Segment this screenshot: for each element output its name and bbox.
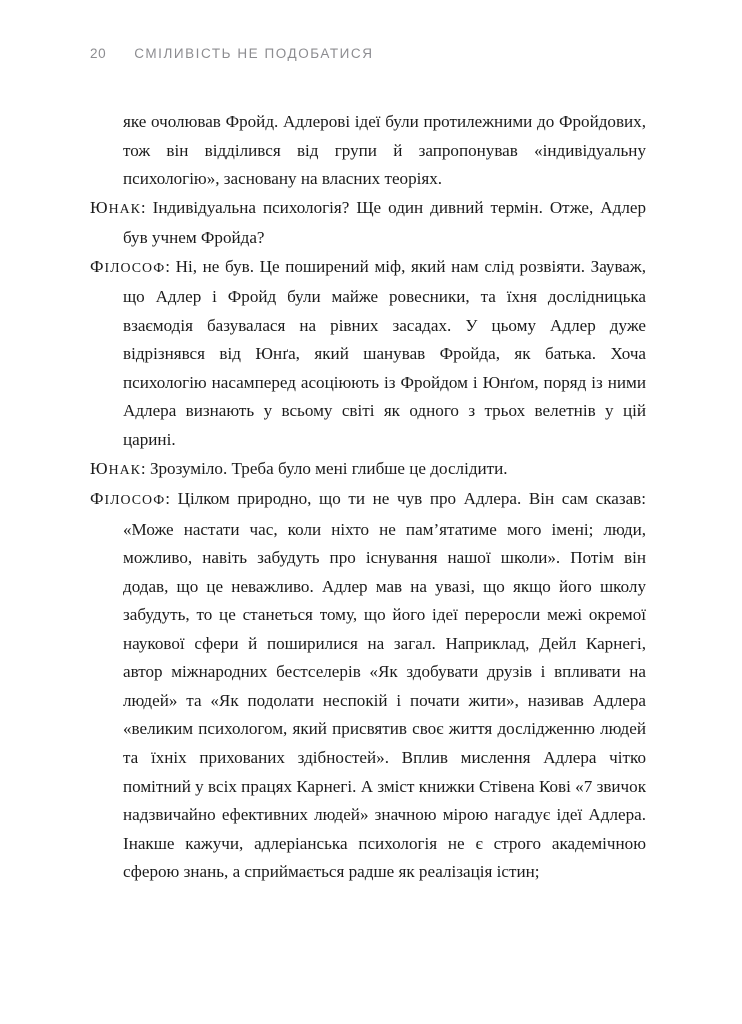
dialogue-text: Індивідуальна психологія? Ще один дивний термін. Отже, Адлер був учнем Фройда? bbox=[123, 197, 646, 248]
paragraph-continuation: яке очолював Фройд. Адлерові ідеї були протилежними до Фройдових, тож він відділився від групи й запропонував «індивідуальну психологію», засновану на власних теоріях. bbox=[123, 112, 646, 189]
speaker-initial: Ф bbox=[90, 489, 105, 509]
dialogue-text: Цілком природно, що ти не чув про Адлера. Він сам сказав: «Може настати час, коли ніхто не пам’ятатиме мого імені; люди, можливо, навіть забудуть про існування нашої школи». Потім він додав, що це неважливо. Адлер мав на увазі, що якщо його школу забудуть, то це станеться тому, що його ідеї переросли межі окремої наукової сфери й поширилися на загал. Наприклад, Дейл Карнегі, автор міжнародних бестселерів «Як здобувати друзів і впливати на людей» та «Як подолати неспокій і почати жити», називав Адлера «великим психологом, який присвятив своє життя дослідженню людей та їхніх прихованих здібностей». Вплив мислення Адлера чітко помітний у всіх працях Карнегі. А зміст книжки Стівена Кові «7 звичок надзвичайно ефективних людей» значною мірою нагадує ідеї Адлера. Інакше кажучи, адлеріанська психологія не є строго академічною сферою знань, а сприймається радше як реалізація істин; bbox=[123, 489, 646, 882]
speaker-colon: : bbox=[140, 458, 146, 478]
speaker-label-youth bbox=[90, 197, 146, 217]
speaker-initial: Ю bbox=[90, 458, 109, 478]
running-header-title: СМІЛИВІСТЬ НЕ ПОДОБАТИСЯ bbox=[134, 46, 374, 61]
speaker-remainder: ІЛОСОФ bbox=[104, 493, 166, 509]
speaker-label-youth bbox=[90, 458, 146, 478]
dialogue-line-philosopher-2 bbox=[90, 485, 646, 887]
speaker-colon: : bbox=[165, 256, 170, 276]
speaker-colon: : bbox=[140, 197, 146, 217]
speaker-initial: Ф bbox=[90, 256, 105, 276]
speaker-label-philosopher bbox=[90, 489, 170, 509]
speaker-colon: : bbox=[165, 489, 170, 509]
dialogue-line-youth-1 bbox=[90, 194, 646, 253]
dialogue-line-youth-2 bbox=[90, 455, 646, 486]
speaker-remainder: НАК bbox=[108, 201, 141, 217]
dialogue-text: Зрозуміло. Треба було мені глибше це дослідити. bbox=[149, 458, 508, 478]
speaker-remainder: ІЛОСОФ bbox=[104, 260, 166, 276]
speaker-initial: Ю bbox=[90, 197, 109, 217]
page-text-column bbox=[90, 108, 646, 887]
speaker-remainder: НАК bbox=[108, 462, 141, 478]
dialogue-text: Ні, не був. Це поширений міф, який нам слід розвіяти. Зауваж, що Адлер і Фройд були майже ровесники, та їхня дослідницька взаємодія базувалася на рівних засадах. У цьому Адлер дуже відрізнявся від Юнґа, який шанував Фройда, як батька. Хоча психологію насамперед асоціюють із Фройдом і Юнґом, поряд із ними Адлера визнають у всьому світі як одного з трьох велетнів у цій царині. bbox=[123, 256, 646, 450]
speaker-label-philosopher bbox=[90, 256, 170, 276]
dialogue-line-philosopher-1 bbox=[90, 253, 646, 455]
page-number: 20 bbox=[90, 46, 107, 61]
running-header bbox=[90, 46, 652, 61]
